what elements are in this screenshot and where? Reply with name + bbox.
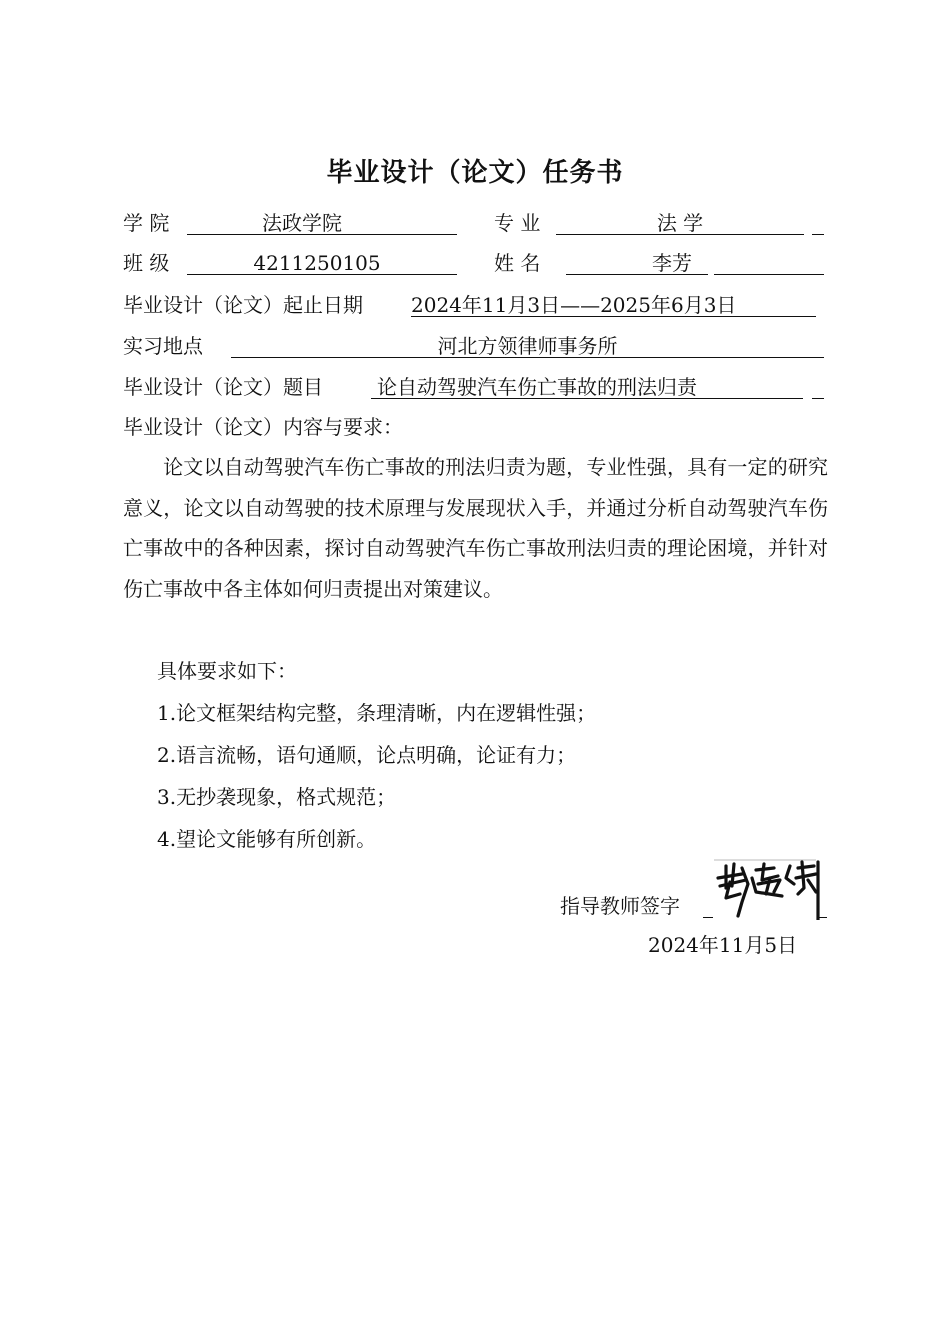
topic-label: 毕业设计（论文）题目 xyxy=(123,375,323,399)
requirement-item: 4.望论文能够有所创新。 xyxy=(157,827,377,851)
content-paragraph: 论文以自动驾驶汽车伤亡事故的刑法归责为题，专业性强，具有一定的研究意义，论文以自动驾驶的技术原理与发展现状入手，并通过分析自动驾驶汽车伤亡事故中的各种因素，探讨自动驾驶汽车伤亡事故刑法归责的理论困境，并针对伤亡事故中各主体如何归责提出对策建议。 xyxy=(123,455,828,601)
period-label: 毕业设计（论文）起止日期 xyxy=(123,293,363,317)
topic-value: 论自动驾驶汽车伤亡事故的刑法归责 xyxy=(371,374,803,399)
period-value: 2024年11月3日——2025年6月3日 xyxy=(411,292,816,317)
signature-date: 2024年11月5日 xyxy=(648,933,798,957)
major-label: 专 业 xyxy=(494,211,541,235)
requirement-item: 1.论文框架结构完整，条理清晰，内在逻辑性强； xyxy=(157,701,597,725)
college-value: 法政学院 xyxy=(187,210,457,235)
college-label: 学 院 xyxy=(123,211,170,235)
name-value: 李芳 xyxy=(566,250,708,275)
class-label: 班 级 xyxy=(123,251,170,275)
signature-label: 指导教师签字 xyxy=(560,894,680,918)
requirements-intro: 具体要求如下： xyxy=(157,659,297,683)
content-label: 毕业设计（论文）内容与要求： xyxy=(123,415,403,439)
major-value: 法 学 xyxy=(556,210,804,235)
requirement-item: 2.语言流畅，语句通顺，论点明确，论证有力； xyxy=(157,743,577,767)
handwritten-signature xyxy=(712,858,820,920)
major-underline-tail xyxy=(812,210,824,235)
location-value: 河北方领律师事务所 xyxy=(231,333,824,358)
class-value: 4211250105 xyxy=(187,250,457,275)
requirement-item: 3.无抄袭现象，格式规范； xyxy=(157,785,397,809)
name-label: 姓 名 xyxy=(494,251,541,275)
topic-underline-tail xyxy=(812,374,824,399)
location-label: 实习地点 xyxy=(123,334,203,358)
name-underline-tail xyxy=(714,250,824,275)
page-title: 毕业设计（论文）任务书 xyxy=(326,158,624,188)
